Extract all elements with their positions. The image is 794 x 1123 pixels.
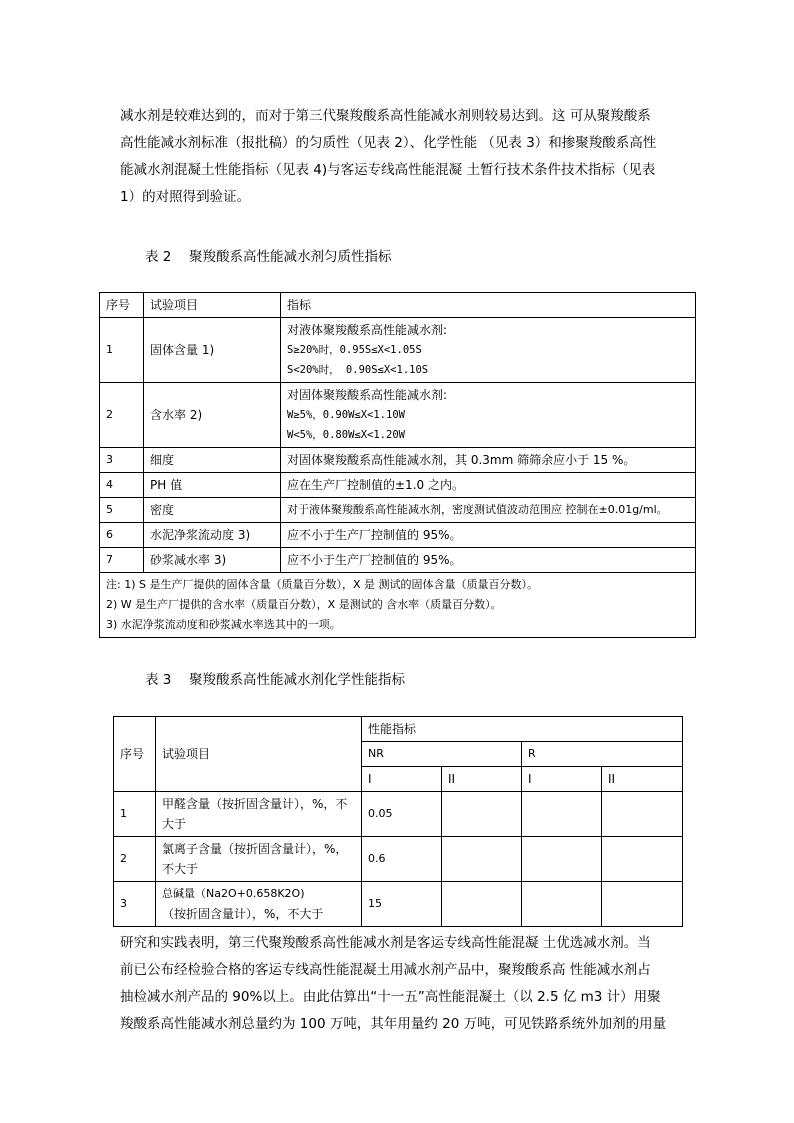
table-row	[100, 523, 696, 548]
table3-caption	[145, 668, 405, 688]
row-spec: 对固体聚羧酸系高性能减水剂，其 0.3mm 筛筛余应小于 15 %。	[281, 448, 696, 473]
note-line: 2) W 是生产厂提供的含水率（质量百分数），X 是测试的 含水率（质量百分数）。	[106, 598, 502, 611]
row-spec	[281, 383, 696, 448]
table-row	[100, 383, 696, 448]
note-line: 3) 水泥净浆流动度和砂浆减水率选其中的一项。	[106, 618, 341, 631]
table-row	[100, 473, 696, 498]
row-number: 7	[100, 548, 144, 573]
table-row	[114, 792, 683, 837]
row-item: 水泥净浆流动度 3)	[144, 523, 281, 548]
spec-line: 对固体聚羧酸系高性能减水剂:	[287, 388, 448, 402]
row-number: 1	[114, 792, 156, 837]
table3-caption-number: 表 3	[145, 672, 172, 688]
table2-caption-number: 表 2	[145, 249, 172, 265]
row-item: 砂浆减水率 3)	[144, 548, 281, 573]
spec-line: W<5%，0.80W≤X<1.20W	[287, 429, 405, 441]
closing-line: 研究和实践表明，第三代聚羧酸系高性能减水剂是客运专线高性能混凝 土优选减水剂。当	[120, 935, 651, 951]
row-item: PH 值	[144, 473, 281, 498]
item-line: 氯离子含量（按折固含量计），%，	[162, 842, 348, 856]
closing-line: 羧酸系高性能减水剂总量约为 100 万吨，其年用量约 20 万吨，可见铁路系统外加剂的用量	[120, 1016, 667, 1032]
spec-line: W≥5%，0.90W≤X<1.10W	[287, 409, 405, 421]
row-number: 2	[114, 837, 156, 882]
row-item: 固体含量 1)	[144, 318, 281, 383]
header-cell-grade: I	[362, 767, 442, 792]
intro-line: 高性能减水剂标准（报批稿）的匀质性（见表 2）、化学性能 （见表 3）和掺聚羧酸系高性	[120, 135, 657, 151]
row-value: 0.6	[362, 837, 442, 882]
table-row	[114, 837, 683, 882]
table2-caption	[145, 245, 392, 265]
table-row	[100, 318, 696, 383]
row-spec	[281, 318, 696, 383]
header-cell-grade: I	[522, 767, 602, 792]
spec-line: S<20%时， 0.90S≤X<1.10S	[287, 364, 429, 376]
row-spec: 对于液体聚羧酸系高性能减水剂，密度测试值波动范围应 控制在±0.01g/ml。	[281, 498, 696, 523]
closing-paragraph	[120, 930, 680, 1038]
table2-notes-row	[100, 573, 696, 638]
table3	[113, 716, 683, 927]
table-row	[100, 548, 696, 573]
row-value: 15	[362, 882, 442, 927]
intro-line: 减水剂是较难达到的，而对于第三代聚羧酸系高性能减水剂则较易达到。这 可从聚羧酸系	[120, 108, 651, 124]
row-item: 密度	[144, 498, 281, 523]
row-item	[156, 882, 362, 927]
header-cell: 试验项目	[144, 293, 281, 318]
closing-line: 抽检减水剂产品的 90%以上。由此估算出“十一五”高性能混凝土（以 2.5 亿 m3 计）用聚	[120, 989, 661, 1005]
row-spec: 应在生产厂控制值的±1.0 之内。	[281, 473, 696, 498]
table2	[99, 292, 696, 638]
table-row	[100, 448, 696, 473]
closing-line: 前已公布经检验合格的客运专线高性能混凝土用减水剂产品中，聚羧酸系高 性能减水剂占	[120, 962, 651, 978]
row-number: 3	[114, 882, 156, 927]
row-value: 0.05	[362, 792, 442, 837]
row-number: 1	[100, 318, 144, 383]
row-item	[156, 792, 362, 837]
table-row	[114, 882, 683, 927]
table2-notes	[100, 573, 696, 638]
header-cell: 指标	[281, 293, 696, 318]
header-cell: 试验项目	[156, 717, 362, 792]
header-cell: 性能指标	[362, 717, 683, 742]
row-item: 细度	[144, 448, 281, 473]
row-number: 6	[100, 523, 144, 548]
table3-header-row	[114, 717, 683, 742]
table3-caption-title: 聚羧酸系高性能减水剂化学性能指标	[189, 672, 405, 688]
row-number: 5	[100, 498, 144, 523]
table2-header-row	[100, 293, 696, 318]
item-line: 不大于	[162, 862, 199, 876]
header-cell: 序号	[114, 717, 156, 792]
spec-line: 对液体聚羧酸系高性能减水剂:	[287, 323, 448, 337]
header-cell-grade: II	[602, 767, 683, 792]
item-line: 大于	[162, 817, 187, 831]
item-line: 总碱量（Na2O+0.658K2O)	[162, 887, 305, 900]
note-line: 注: 1) S 是生产厂提供的固体含量（质量百分数），X 是 测试的固体含量（质量百分数）。	[106, 578, 538, 591]
item-line: （按折固含量计），%，不大于	[162, 907, 324, 921]
row-item: 含水率 2)	[144, 383, 281, 448]
row-spec: 应不小于生产厂控制值的 95%。	[281, 523, 696, 548]
header-cell: 序号	[100, 293, 144, 318]
row-number: 4	[100, 473, 144, 498]
table-row	[100, 498, 696, 523]
intro-line: 能减水剂混凝土性能指标（见表 4)与客运专线高性能混凝 土暂行技术条件技术指标（见表	[120, 162, 656, 178]
intro-line: 1）的对照得到验证。	[120, 189, 251, 205]
table2-caption-title: 聚羧酸系高性能减水剂匀质性指标	[189, 249, 392, 265]
header-cell-r: R	[522, 742, 683, 767]
spec-line: S≥20%时，0.95S≤X<1.05S	[287, 344, 422, 356]
header-cell-grade: II	[442, 767, 522, 792]
row-item	[156, 837, 362, 882]
row-number: 3	[100, 448, 144, 473]
row-number: 2	[100, 383, 144, 448]
header-cell-nr: NR	[362, 742, 522, 767]
item-line: 甲醛含量（按折固含量计），%，不	[162, 797, 348, 811]
intro-paragraph	[120, 103, 680, 211]
row-spec: 应不小于生产厂控制值的 95%。	[281, 548, 696, 573]
